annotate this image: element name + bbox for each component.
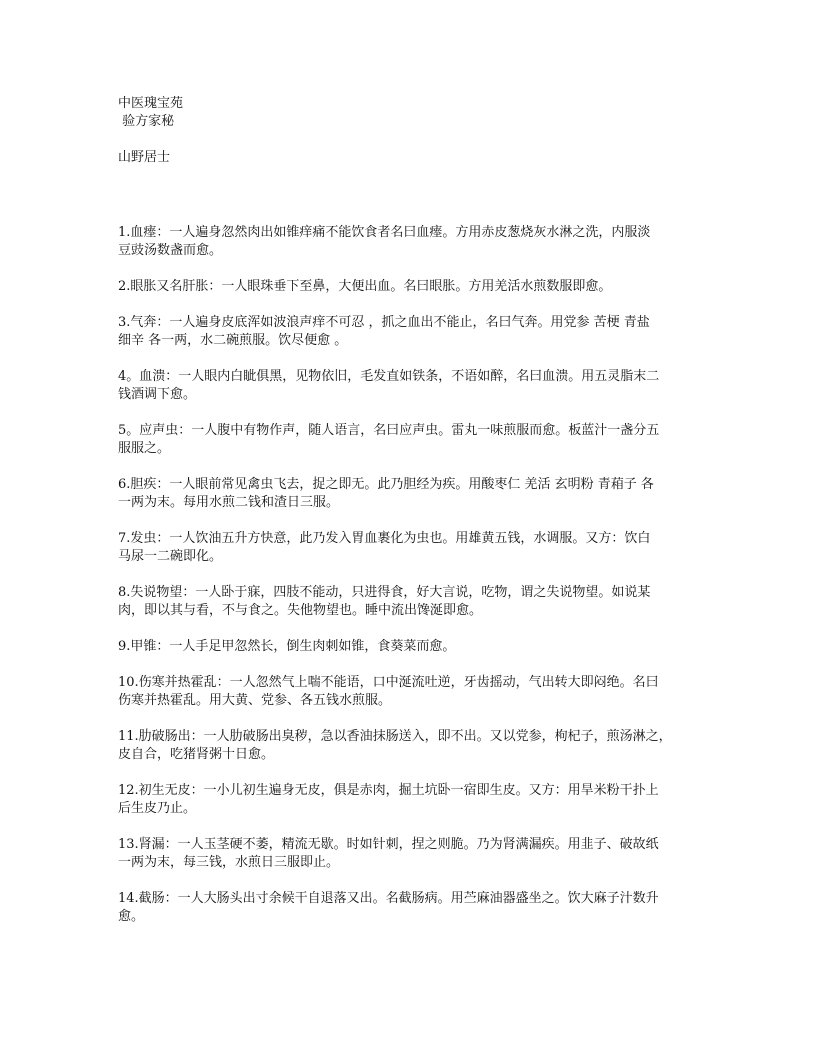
remedy-text-line: 7.发虫：一人饮油五升方快意，此乃发入胃血裹化为虫也。用雄黄五钱，水调服。又方：饮白 <box>118 531 651 546</box>
remedy-text-line: 豆豉汤数盏而愈。 <box>118 243 223 258</box>
remedy-text-line: 9.甲锥：一人手足甲忽然长，倒生肉刺如锥，食葵菜而愈。 <box>118 639 456 654</box>
remedy-item <box>118 638 718 656</box>
remedy-item <box>118 314 718 350</box>
remedy-text-line: 6.胆疾：一人眼前常见禽虫飞去，捉之即无。此乃胆经为疾。用酸枣仁 羌活 玄明粉 青葙子 各 <box>118 477 654 492</box>
remedy-item <box>118 422 718 458</box>
remedy-item <box>118 674 718 710</box>
remedy-item <box>118 368 718 404</box>
remedy-text-line: 伤寒并热霍乱。用大黄、党参、各五钱水煎服。 <box>118 693 392 708</box>
remedy-item <box>118 530 718 566</box>
remedy-text-line: 13.肾漏：一人玉茎硬不萎，精流无歇。时如针刺，捏之则脆。乃为肾满漏疾。用韭子、破故纸 <box>118 837 659 852</box>
remedy-text-line: 12.初生无皮：一小儿初生遍身无皮，俱是赤肉，掘土坑卧一宿即生皮。又方：用旱米粉干扑上 <box>118 783 659 798</box>
remedy-text-line: 11.肋破肠出：一人肋破肠出臭秽，急以香油抹肠送入，即不出。又以党参，枸杞子，煎汤淋之， <box>118 729 672 744</box>
remedy-text-line: 2.眼胀又名肝胀：一人眼珠垂下至鼻，大便出血。名曰眼胀。方用羌活水煎数服即愈。 <box>118 279 612 294</box>
document-title: 中医瑰宝苑 <box>118 96 184 111</box>
remedy-item <box>118 584 718 620</box>
remedy-text-line: 10.伤寒并热霍乱：一人忽然气上喘不能语，口中涎流吐逆，牙齿摇动，气出转大即闷绝。名曰 <box>118 675 659 690</box>
remedy-text-line: 4。血溃：一人眼内白眦俱黑，见物依旧，毛发直如铁条，不语如醉，名曰血溃。用五灵脂末二 <box>118 369 660 384</box>
remedy-text-line: 后生皮乃止。 <box>118 801 197 816</box>
remedy-item <box>118 728 718 764</box>
remedy-item <box>118 836 718 872</box>
remedy-text-line: 钱酒调下愈。 <box>118 387 197 402</box>
remedy-item <box>118 476 718 512</box>
remedy-text-line: 一两为末，每三钱，水煎日三服即止。 <box>118 855 340 870</box>
remedy-text-line: 愈。 <box>118 909 145 924</box>
remedy-item <box>118 890 718 926</box>
document-subtitle: 验方家秘 <box>118 114 175 129</box>
remedy-text-line: 服服之。 <box>118 441 171 456</box>
remedy-text-line: 马尿一二碗即化。 <box>118 549 223 564</box>
remedy-text-line: 8.失说物望：一人卧于寐，四肢不能动，只进得食，好大言说，吃物，谓之失说物望。如说某 <box>118 585 651 600</box>
remedy-text-line: 肉，即以其与看，不与食之。失他物望也。睡中流出馋涎即愈。 <box>118 603 483 618</box>
remedy-text-line: 3.气奔：一人遍身皮底浑如波浪声痒不可忍 ，抓之血出不能止，名曰气奔。用党参 苦梗 青盐 <box>118 315 650 330</box>
remedy-text-line: 皮自合，吃猪肾粥十日愈。 <box>118 747 275 762</box>
remedy-item <box>118 224 718 260</box>
remedy-text-line: 14.截肠：一人大肠头出寸余候干自退落又出。名截肠病。用苎麻油器盛坐之。饮大麻子汁数升 <box>118 891 659 906</box>
remedy-item <box>118 782 718 818</box>
document-page <box>118 95 718 944</box>
remedy-item <box>118 278 718 296</box>
remedy-text-line: 1.血瘗：一人遍身忽然肉出如锥痒痛不能饮食者名曰血瘗。方用赤皮葱烧灰水淋之洗，内服淡 <box>118 225 651 240</box>
remedy-text-line: 一两为末。每用水煎二钱和渣日三服。 <box>118 495 340 510</box>
remedy-text-line: 细辛 各一两，水二碗煎服。饮尽便愈 。 <box>118 333 348 348</box>
remedy-text-line: 5。应声虫：一人腹中有物作声，随人语言，名曰应声虫。雷丸一味煎服而愈。板蓝汁一盏分五 <box>118 423 660 438</box>
remedy-list <box>118 224 718 926</box>
document-author: 山野居士 <box>118 150 171 165</box>
